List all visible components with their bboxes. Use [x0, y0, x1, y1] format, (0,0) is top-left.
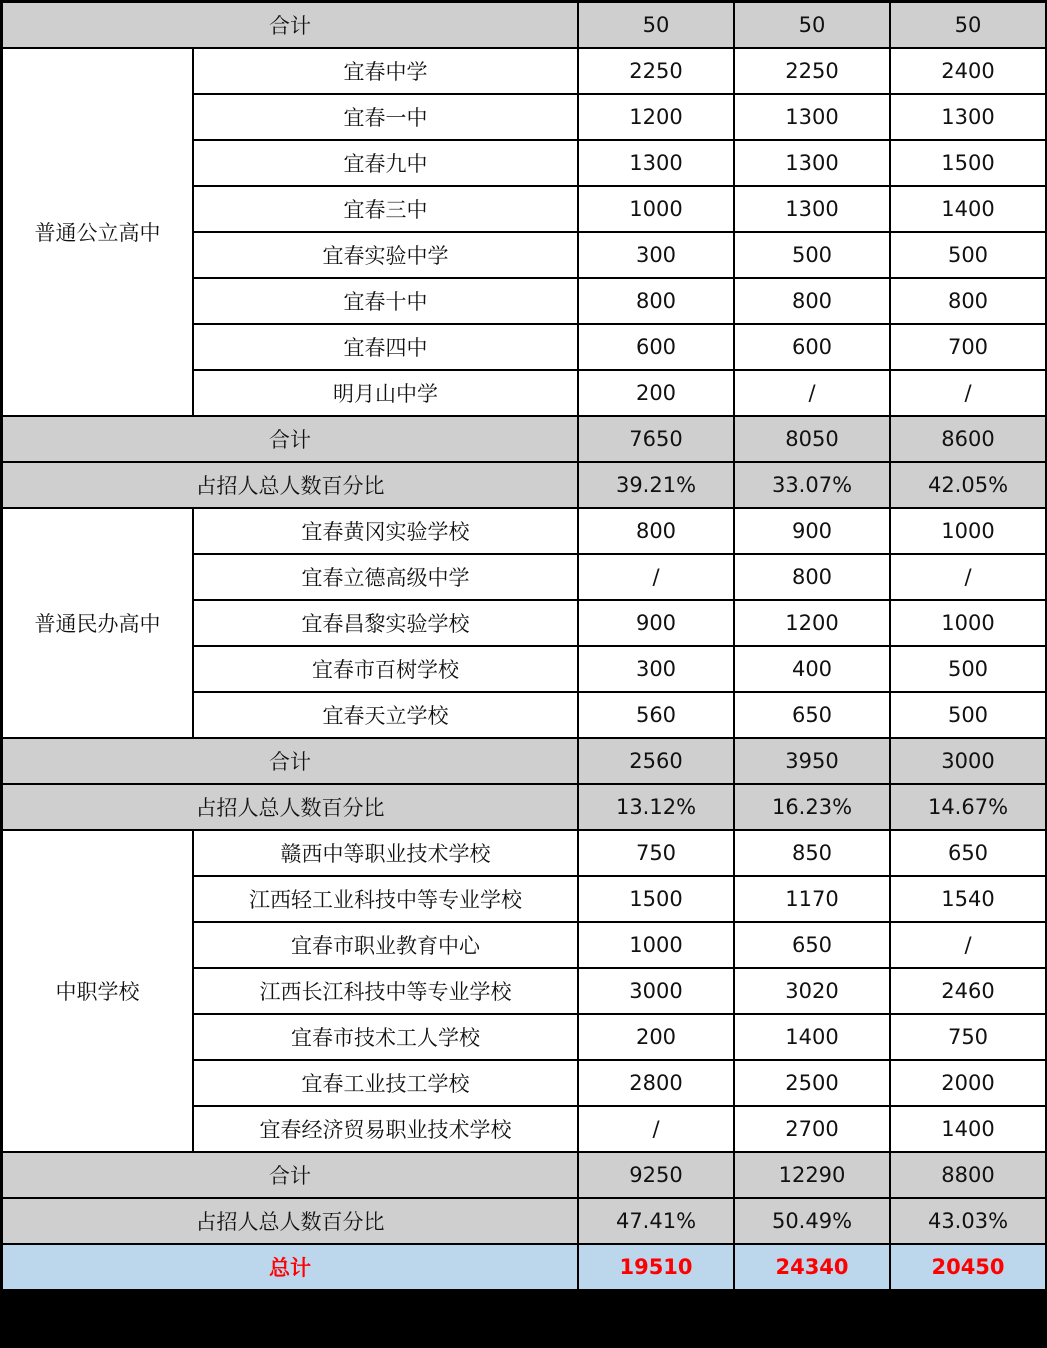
percent-row-value: 50.49%	[734, 1198, 890, 1244]
school-value: 800	[734, 554, 890, 600]
grand-total-row	[2, 1244, 1046, 1290]
school-name: 宜春黄冈实验学校	[193, 508, 578, 554]
school-value: 1000	[890, 600, 1046, 646]
school-value: 650	[890, 830, 1046, 876]
school-name: 宜春中学	[193, 48, 578, 94]
school-value: 2250	[578, 48, 734, 94]
school-value: 600	[734, 324, 890, 370]
grand-total-row-value: 20450	[890, 1244, 1046, 1290]
subtotal-row-value: 7650	[578, 416, 734, 462]
school-name: 宜春市技术工人学校	[193, 1014, 578, 1060]
table-row	[2, 48, 1046, 94]
school-name: 宜春天立学校	[193, 692, 578, 738]
school-value: 800	[578, 278, 734, 324]
percent-row-value: 39.21%	[578, 462, 734, 508]
top-total-row-label: 合计	[2, 2, 578, 48]
school-value: 560	[578, 692, 734, 738]
school-value: 1540	[890, 876, 1046, 922]
school-value: 1200	[578, 94, 734, 140]
percent-row-value: 33.07%	[734, 462, 890, 508]
subtotal-row-value: 12290	[734, 1152, 890, 1198]
school-value: 1400	[890, 186, 1046, 232]
percent-row-value: 42.05%	[890, 462, 1046, 508]
top-total-row-value: 50	[890, 2, 1046, 48]
school-value: 1300	[734, 140, 890, 186]
school-name: 宜春经济贸易职业技术学校	[193, 1106, 578, 1152]
school-value: 1300	[890, 94, 1046, 140]
subtotal-row	[2, 738, 1046, 784]
percent-row	[2, 784, 1046, 830]
school-name: 明月山中学	[193, 370, 578, 416]
school-value: 1000	[578, 186, 734, 232]
school-value: 2250	[734, 48, 890, 94]
subtotal-row-value: 8050	[734, 416, 890, 462]
subtotal-row-value: 3000	[890, 738, 1046, 784]
school-value: /	[578, 1106, 734, 1152]
percent-row-label: 占招人总人数百分比	[2, 462, 578, 508]
school-name: 宜春十中	[193, 278, 578, 324]
school-value: 2700	[734, 1106, 890, 1152]
school-value: 3020	[734, 968, 890, 1014]
top-total-row-value: 50	[734, 2, 890, 48]
school-value: 800	[890, 278, 1046, 324]
school-value: 500	[890, 232, 1046, 278]
percent-row	[2, 462, 1046, 508]
school-value: 2500	[734, 1060, 890, 1106]
subtotal-row-label: 合计	[2, 416, 578, 462]
school-value: /	[734, 370, 890, 416]
grand-total-row-value: 19510	[578, 1244, 734, 1290]
table-row	[2, 508, 1046, 554]
school-value: 1300	[734, 94, 890, 140]
school-value: 2460	[890, 968, 1046, 1014]
school-value: 1500	[890, 140, 1046, 186]
school-value: 300	[578, 646, 734, 692]
percent-row	[2, 1198, 1046, 1244]
school-name: 宜春一中	[193, 94, 578, 140]
school-value: 1200	[734, 600, 890, 646]
grand-total-row-value: 24340	[734, 1244, 890, 1290]
school-name: 宜春四中	[193, 324, 578, 370]
school-name: 宜春立德高级中学	[193, 554, 578, 600]
percent-row-value: 47.41%	[578, 1198, 734, 1244]
school-value: 900	[578, 600, 734, 646]
subtotal-row	[2, 1152, 1046, 1198]
school-value: 1300	[578, 140, 734, 186]
school-value: 3000	[578, 968, 734, 1014]
school-value: 800	[734, 278, 890, 324]
school-value: 750	[578, 830, 734, 876]
table-row	[2, 830, 1046, 876]
school-value: 500	[734, 232, 890, 278]
school-value: 750	[890, 1014, 1046, 1060]
school-name: 宜春工业技工学校	[193, 1060, 578, 1106]
subtotal-row-value: 8800	[890, 1152, 1046, 1198]
school-value: 300	[578, 232, 734, 278]
school-value: 2400	[890, 48, 1046, 94]
top-total-row	[2, 2, 1046, 48]
subtotal-row	[2, 416, 1046, 462]
school-name: 宜春实验中学	[193, 232, 578, 278]
subtotal-row-label: 合计	[2, 1152, 578, 1198]
school-name: 宜春市职业教育中心	[193, 922, 578, 968]
school-value: /	[578, 554, 734, 600]
school-value: 1170	[734, 876, 890, 922]
school-value: 800	[578, 508, 734, 554]
subtotal-row-label: 合计	[2, 738, 578, 784]
school-name: 宜春三中	[193, 186, 578, 232]
percent-row-label: 占招人总人数百分比	[2, 1198, 578, 1244]
school-name: 赣西中等职业技术学校	[193, 830, 578, 876]
school-value: 2800	[578, 1060, 734, 1106]
enrollment-table	[1, 1, 1047, 1291]
school-value: 500	[890, 692, 1046, 738]
school-value: /	[890, 554, 1046, 600]
percent-row-value: 13.12%	[578, 784, 734, 830]
school-value: 1000	[578, 922, 734, 968]
percent-row-label: 占招人总人数百分比	[2, 784, 578, 830]
school-name: 宜春九中	[193, 140, 578, 186]
category-cell: 普通公立高中	[2, 48, 193, 416]
school-value: /	[890, 370, 1046, 416]
school-value: 1300	[734, 186, 890, 232]
school-value: 1000	[890, 508, 1046, 554]
school-value: 600	[578, 324, 734, 370]
subtotal-row-value: 2560	[578, 738, 734, 784]
school-value: 200	[578, 1014, 734, 1060]
school-value: 850	[734, 830, 890, 876]
school-value: 650	[734, 922, 890, 968]
percent-row-value: 16.23%	[734, 784, 890, 830]
percent-row-value: 43.03%	[890, 1198, 1046, 1244]
school-name: 江西轻工业科技中等专业学校	[193, 876, 578, 922]
school-value: /	[890, 922, 1046, 968]
grand-total-row-label: 总计	[2, 1244, 578, 1290]
percent-row-value: 14.67%	[890, 784, 1046, 830]
subtotal-row-value: 8600	[890, 416, 1046, 462]
school-value: 650	[734, 692, 890, 738]
school-name: 宜春昌黎实验学校	[193, 600, 578, 646]
top-total-row-value: 50	[578, 2, 734, 48]
school-name: 宜春市百树学校	[193, 646, 578, 692]
school-value: 400	[734, 646, 890, 692]
school-name: 江西长江科技中等专业学校	[193, 968, 578, 1014]
subtotal-row-value: 9250	[578, 1152, 734, 1198]
school-value: 1500	[578, 876, 734, 922]
school-value: 200	[578, 370, 734, 416]
category-cell: 中职学校	[2, 830, 193, 1152]
school-value: 500	[890, 646, 1046, 692]
school-value: 2000	[890, 1060, 1046, 1106]
school-value: 700	[890, 324, 1046, 370]
school-value: 1400	[890, 1106, 1046, 1152]
category-cell: 普通民办高中	[2, 508, 193, 738]
school-value: 900	[734, 508, 890, 554]
school-value: 1400	[734, 1014, 890, 1060]
subtotal-row-value: 3950	[734, 738, 890, 784]
